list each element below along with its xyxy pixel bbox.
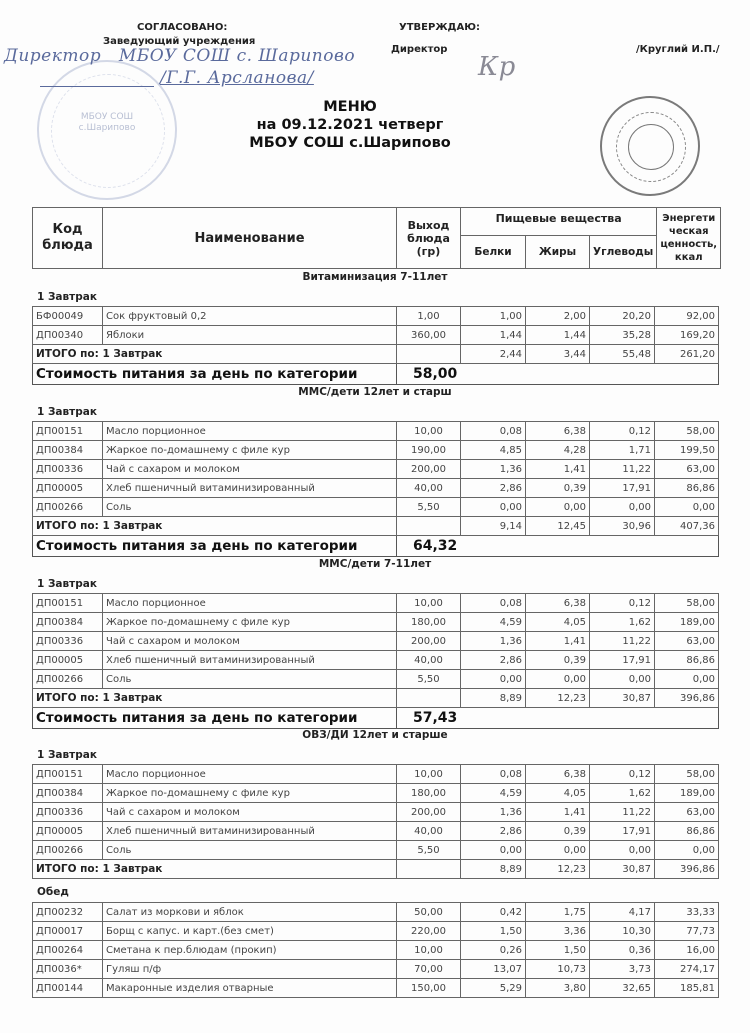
dish-output: 200,00 xyxy=(397,803,461,822)
dish-output: 10,00 xyxy=(397,941,461,960)
dish-carbs: 17,91 xyxy=(590,479,655,498)
dish-carbs: 0,36 xyxy=(590,941,655,960)
dish-proteins: 5,29 xyxy=(461,979,526,998)
dish-proteins: 4,59 xyxy=(461,784,526,803)
dish-output: 10,00 xyxy=(397,594,461,613)
dish-energy: 16,00 xyxy=(655,941,719,960)
dish-name: Чай с сахаром и молоком xyxy=(103,632,397,651)
dish-proteins: 0,00 xyxy=(461,498,526,517)
dish-fats: 0,39 xyxy=(526,479,590,498)
dish-fats: 6,38 xyxy=(526,422,590,441)
dish-energy: 189,00 xyxy=(655,613,719,632)
dish-code: ДП00340 xyxy=(33,326,103,345)
dish-energy: 77,73 xyxy=(655,922,719,941)
dish-energy: 185,81 xyxy=(655,979,719,998)
total-proteins: 9,14 xyxy=(461,517,526,536)
header-fats: Жиры xyxy=(526,236,590,269)
dish-carbs: 11,22 xyxy=(590,460,655,479)
dish-energy: 33,33 xyxy=(655,903,719,922)
table-row xyxy=(33,803,719,822)
menu-table xyxy=(32,593,719,729)
total-energy: 396,86 xyxy=(655,689,719,708)
total-proteins: 8,89 xyxy=(461,860,526,879)
approved-heading: УТВЕРЖДАЮ: xyxy=(399,22,480,33)
dish-carbs: 1,71 xyxy=(590,441,655,460)
dish-name: Сметана к пер.блюдам (прокип) xyxy=(103,941,397,960)
dish-code: ДП00151 xyxy=(33,422,103,441)
dish-code: ДП00005 xyxy=(33,479,103,498)
dish-name: Гуляш п/ф xyxy=(103,960,397,979)
dish-code: ДП00336 xyxy=(33,632,103,651)
dish-code: БФ00049 xyxy=(33,307,103,326)
dish-energy: 58,00 xyxy=(655,422,719,441)
total-fats: 12,23 xyxy=(526,689,590,708)
dish-name: Хлеб пшеничный витаминизированный xyxy=(103,822,397,841)
dish-proteins: 1,50 xyxy=(461,922,526,941)
header-carbs: Углеводы xyxy=(590,236,657,269)
dish-name: Яблоки xyxy=(103,326,397,345)
header-energy: Энергети ческая ценность, ккал xyxy=(657,208,721,269)
table-row xyxy=(33,784,719,803)
dish-output: 200,00 xyxy=(397,632,461,651)
director-signature: Кр xyxy=(478,52,516,82)
dish-energy: 58,00 xyxy=(655,765,719,784)
dish-proteins: 1,36 xyxy=(461,803,526,822)
director-name: /Круглий И.П./ xyxy=(636,44,720,55)
header-proteins: Белки xyxy=(461,236,526,269)
dish-fats: 3,36 xyxy=(526,922,590,941)
total-row xyxy=(33,689,719,708)
total-carbs: 30,87 xyxy=(590,860,655,879)
dish-fats: 6,38 xyxy=(526,594,590,613)
dish-fats: 4,05 xyxy=(526,784,590,803)
meal-label: 1 Завтрак xyxy=(37,291,97,303)
page-title xyxy=(200,98,500,152)
left-stamp-icon xyxy=(37,60,177,200)
dish-carbs: 17,91 xyxy=(590,822,655,841)
dish-fats: 4,05 xyxy=(526,613,590,632)
agreed-role: Заведующий учреждения xyxy=(103,36,256,47)
dish-carbs: 10,30 xyxy=(590,922,655,941)
dish-code: ДП00336 xyxy=(33,460,103,479)
dish-energy: 58,00 xyxy=(655,594,719,613)
dish-output: 50,00 xyxy=(397,903,461,922)
dish-name: Соль xyxy=(103,670,397,689)
dish-code: ДП00384 xyxy=(33,784,103,803)
dish-proteins: 1,44 xyxy=(461,326,526,345)
dish-energy: 86,86 xyxy=(655,822,719,841)
total-proteins: 8,89 xyxy=(461,689,526,708)
dish-proteins: 0,42 xyxy=(461,903,526,922)
dish-name: Жаркое по-домашнему с филе кур xyxy=(103,784,397,803)
dish-energy: 169,20 xyxy=(655,326,719,345)
dish-fats: 0,39 xyxy=(526,822,590,841)
cost-value: 58,00 xyxy=(397,364,719,385)
dish-output: 190,00 xyxy=(397,441,461,460)
dish-energy: 63,00 xyxy=(655,803,719,822)
dish-fats: 0,39 xyxy=(526,651,590,670)
dish-carbs: 11,22 xyxy=(590,803,655,822)
dish-name: Хлеб пшеничный витаминизированный xyxy=(103,651,397,670)
total-energy: 407,36 xyxy=(655,517,719,536)
header-output: Выход блюда (гр) xyxy=(397,208,461,269)
total-fats: 3,44 xyxy=(526,345,590,364)
dish-name: Макаронные изделия отварные xyxy=(103,979,397,998)
total-fats: 12,45 xyxy=(526,517,590,536)
dish-carbs: 4,17 xyxy=(590,903,655,922)
agreed-heading: СОГЛАСОВАНО: xyxy=(137,22,228,33)
title-school: МБОУ СОШ с.Шарипово xyxy=(249,135,451,151)
dish-proteins: 0,00 xyxy=(461,841,526,860)
title-date: на 09.12.2021 четверг xyxy=(256,117,444,133)
dish-energy: 199,50 xyxy=(655,441,719,460)
dish-code: ДП00005 xyxy=(33,651,103,670)
dish-fats: 0,00 xyxy=(526,498,590,517)
total-output xyxy=(397,517,461,536)
dish-code: ДП00336 xyxy=(33,803,103,822)
dish-name: Жаркое по-домашнему с филе кур xyxy=(103,613,397,632)
dish-proteins: 4,59 xyxy=(461,613,526,632)
dish-fats: 4,28 xyxy=(526,441,590,460)
dish-proteins: 1,36 xyxy=(461,632,526,651)
dish-fats: 1,75 xyxy=(526,903,590,922)
dish-proteins: 4,85 xyxy=(461,441,526,460)
dish-output: 40,00 xyxy=(397,822,461,841)
dish-energy: 86,86 xyxy=(655,479,719,498)
dish-carbs: 0,12 xyxy=(590,422,655,441)
dish-fats: 10,73 xyxy=(526,960,590,979)
table-row xyxy=(33,670,719,689)
dish-name: Борщ с капус. и карт.(без смет) xyxy=(103,922,397,941)
dish-code: ДП00232 xyxy=(33,903,103,922)
dish-carbs: 1,62 xyxy=(590,613,655,632)
cost-label: Стоимость питания за день по категории xyxy=(33,708,397,729)
dish-carbs: 3,73 xyxy=(590,960,655,979)
dish-proteins: 2,86 xyxy=(461,479,526,498)
table-row xyxy=(33,422,719,441)
official-seal-icon xyxy=(600,96,700,196)
dish-name: Хлеб пшеничный витаминизированный xyxy=(103,479,397,498)
meal-label: 1 Завтрак xyxy=(37,578,97,590)
stamp-text-2: с.Шарипово xyxy=(78,123,136,133)
dish-carbs: 1,62 xyxy=(590,784,655,803)
handwritten-name: /Г.Г. Арсланова/ xyxy=(160,68,314,88)
dish-output: 5,50 xyxy=(397,498,461,517)
dish-name: Салат из моркови и яблок xyxy=(103,903,397,922)
dish-energy: 92,00 xyxy=(655,307,719,326)
total-carbs: 55,48 xyxy=(590,345,655,364)
dish-code: ДП0036* xyxy=(33,960,103,979)
category-label: ОВЗ/ДИ 12лет и старше xyxy=(302,729,448,741)
menu-table xyxy=(32,764,719,879)
dish-code: ДП00017 xyxy=(33,922,103,941)
dish-name: Соль xyxy=(103,498,397,517)
dish-code: ДП00384 xyxy=(33,441,103,460)
dish-code: ДП00151 xyxy=(33,594,103,613)
dish-output: 1,00 xyxy=(397,307,461,326)
total-carbs: 30,96 xyxy=(590,517,655,536)
cost-value: 57,43 xyxy=(397,708,719,729)
dish-proteins: 2,86 xyxy=(461,651,526,670)
cost-row xyxy=(33,536,719,557)
table-row xyxy=(33,922,719,941)
dish-fats: 1,44 xyxy=(526,326,590,345)
dish-proteins: 0,08 xyxy=(461,765,526,784)
dish-code: ДП00266 xyxy=(33,498,103,517)
cost-value: 64,32 xyxy=(397,536,719,557)
dish-output: 150,00 xyxy=(397,979,461,998)
category-label: ММС/дети 12лет и старш xyxy=(298,386,452,398)
dish-carbs: 32,65 xyxy=(590,979,655,998)
dish-proteins: 1,00 xyxy=(461,307,526,326)
header-nutrients: Пищевые вещества xyxy=(461,208,657,236)
lunch-table xyxy=(32,902,719,998)
table-row xyxy=(33,326,719,345)
dish-output: 360,00 xyxy=(397,326,461,345)
dish-proteins: 1,36 xyxy=(461,460,526,479)
total-label: ИТОГО по: 1 Завтрак xyxy=(33,689,397,708)
total-label: ИТОГО по: 1 Завтрак xyxy=(33,860,397,879)
dish-fats: 3,80 xyxy=(526,979,590,998)
dish-name: Соль xyxy=(103,841,397,860)
total-energy: 396,86 xyxy=(655,860,719,879)
dish-carbs: 0,00 xyxy=(590,841,655,860)
dish-carbs: 35,28 xyxy=(590,326,655,345)
dish-output: 220,00 xyxy=(397,922,461,941)
dish-code: ДП00151 xyxy=(33,765,103,784)
dish-energy: 0,00 xyxy=(655,498,719,517)
table-row xyxy=(33,632,719,651)
category-label: Витаминизация 7-11лет xyxy=(302,271,448,283)
dish-energy: 86,86 xyxy=(655,651,719,670)
dish-name: Чай с сахаром и молоком xyxy=(103,460,397,479)
dish-output: 180,00 xyxy=(397,613,461,632)
table-row xyxy=(33,841,719,860)
dish-output: 70,00 xyxy=(397,960,461,979)
dish-name: Жаркое по-домашнему с филе кур xyxy=(103,441,397,460)
header-code: Код блюда xyxy=(33,208,103,269)
table-row xyxy=(33,613,719,632)
table-row xyxy=(33,903,719,922)
cost-label: Стоимость питания за день по категории xyxy=(33,364,397,385)
dish-fats: 0,00 xyxy=(526,841,590,860)
menu-table-header xyxy=(32,207,721,269)
dish-name: Сок фруктовый 0,2 xyxy=(103,307,397,326)
dish-fats: 1,50 xyxy=(526,941,590,960)
stamp-text-1: МБОУ СОШ xyxy=(80,112,134,122)
total-row xyxy=(33,345,719,364)
signature-underline xyxy=(40,86,154,87)
total-row xyxy=(33,517,719,536)
dish-energy: 63,00 xyxy=(655,460,719,479)
cost-row xyxy=(33,708,719,729)
dish-energy: 274,17 xyxy=(655,960,719,979)
dish-energy: 189,00 xyxy=(655,784,719,803)
dish-proteins: 0,08 xyxy=(461,594,526,613)
dish-code: ДП00384 xyxy=(33,613,103,632)
dish-fats: 1,41 xyxy=(526,803,590,822)
dish-carbs: 0,12 xyxy=(590,594,655,613)
total-output xyxy=(397,345,461,364)
handwritten-position: Директор МБОУ СОШ с. Шарипово xyxy=(4,46,356,66)
menu-table xyxy=(32,421,719,557)
dish-fats: 2,00 xyxy=(526,307,590,326)
meal-label-lunch: Обед xyxy=(37,886,69,898)
total-label: ИТОГО по: 1 Завтрак xyxy=(33,345,397,364)
table-row xyxy=(33,822,719,841)
cost-label: Стоимость питания за день по категории xyxy=(33,536,397,557)
total-carbs: 30,87 xyxy=(590,689,655,708)
total-output xyxy=(397,860,461,879)
dish-energy: 63,00 xyxy=(655,632,719,651)
table-row xyxy=(33,460,719,479)
dish-code: ДП00005 xyxy=(33,822,103,841)
table-row xyxy=(33,941,719,960)
total-output xyxy=(397,689,461,708)
dish-name: Масло порционное xyxy=(103,422,397,441)
dish-output: 10,00 xyxy=(397,765,461,784)
dish-output: 10,00 xyxy=(397,422,461,441)
dish-carbs: 17,91 xyxy=(590,651,655,670)
dish-proteins: 0,00 xyxy=(461,670,526,689)
total-energy: 261,20 xyxy=(655,345,719,364)
dish-fats: 1,41 xyxy=(526,632,590,651)
table-row xyxy=(33,979,719,998)
dish-fats: 1,41 xyxy=(526,460,590,479)
dish-fats: 6,38 xyxy=(526,765,590,784)
dish-proteins: 13,07 xyxy=(461,960,526,979)
table-row xyxy=(33,498,719,517)
title-menu: МЕНЮ xyxy=(323,99,377,115)
dish-output: 5,50 xyxy=(397,670,461,689)
table-row xyxy=(33,960,719,979)
dish-output: 200,00 xyxy=(397,460,461,479)
table-row xyxy=(33,651,719,670)
table-row xyxy=(33,479,719,498)
dish-carbs: 0,00 xyxy=(590,498,655,517)
dish-code: ДП00266 xyxy=(33,841,103,860)
dish-code: ДП00266 xyxy=(33,670,103,689)
table-row xyxy=(33,441,719,460)
total-label: ИТОГО по: 1 Завтрак xyxy=(33,517,397,536)
dish-code: ДП00264 xyxy=(33,941,103,960)
dish-proteins: 2,86 xyxy=(461,822,526,841)
dish-code: ДП00144 xyxy=(33,979,103,998)
dish-energy: 0,00 xyxy=(655,670,719,689)
table-row xyxy=(33,307,719,326)
menu-table xyxy=(32,306,719,385)
dish-carbs: 0,12 xyxy=(590,765,655,784)
total-proteins: 2,44 xyxy=(461,345,526,364)
table-row xyxy=(33,765,719,784)
dish-energy: 0,00 xyxy=(655,841,719,860)
dish-output: 180,00 xyxy=(397,784,461,803)
cost-row xyxy=(33,364,719,385)
table-row xyxy=(33,594,719,613)
total-fats: 12,23 xyxy=(526,860,590,879)
meal-label: 1 Завтрак xyxy=(37,749,97,761)
meal-label: 1 Завтрак xyxy=(37,406,97,418)
dish-carbs: 20,20 xyxy=(590,307,655,326)
category-label: ММС/дети 7-11лет xyxy=(318,558,432,570)
total-row xyxy=(33,860,719,879)
header-name: Наименование xyxy=(103,208,397,269)
director-role: Директор xyxy=(391,44,448,55)
dish-output: 40,00 xyxy=(397,479,461,498)
dish-output: 40,00 xyxy=(397,651,461,670)
dish-carbs: 11,22 xyxy=(590,632,655,651)
dish-name: Масло порционное xyxy=(103,594,397,613)
dish-fats: 0,00 xyxy=(526,670,590,689)
dish-name: Масло порционное xyxy=(103,765,397,784)
dish-proteins: 0,26 xyxy=(461,941,526,960)
dish-proteins: 0,08 xyxy=(461,422,526,441)
dish-carbs: 0,00 xyxy=(590,670,655,689)
dish-output: 5,50 xyxy=(397,841,461,860)
dish-name: Чай с сахаром и молоком xyxy=(103,803,397,822)
